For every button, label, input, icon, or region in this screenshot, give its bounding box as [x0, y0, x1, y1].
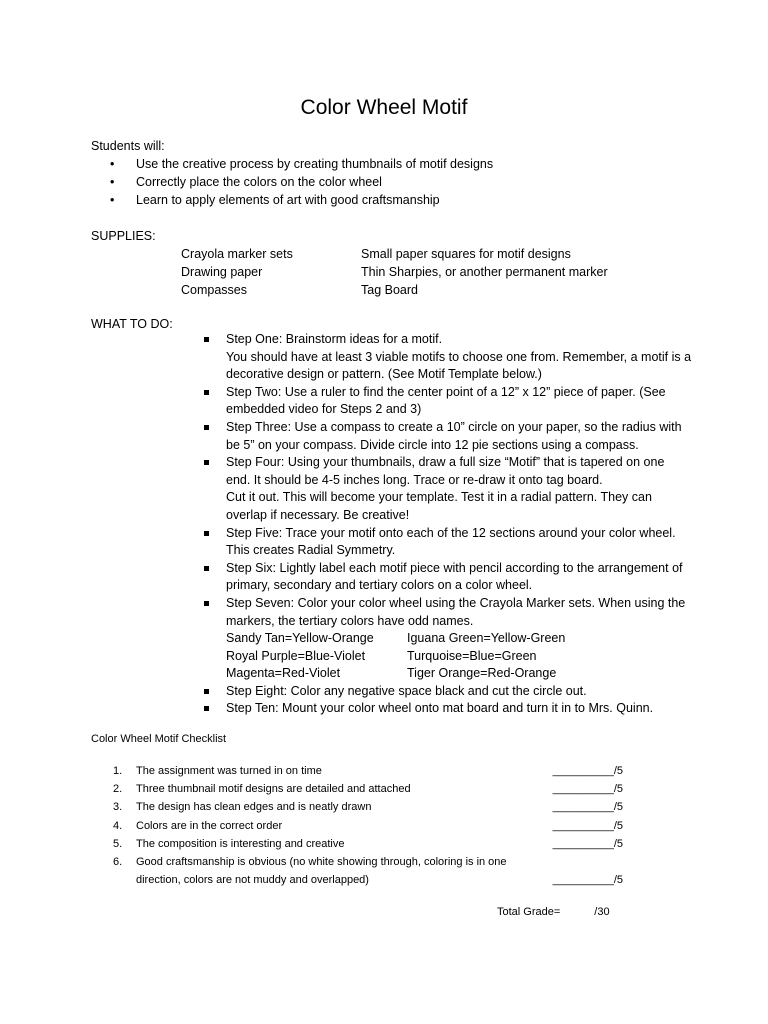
page-title: Color Wheel Motif [300, 96, 468, 119]
score-blank: __________/5 [552, 765, 623, 777]
score-blank: __________/5 [552, 874, 623, 887]
item-number: 5. [113, 837, 123, 850]
supply-item: Small paper squares for motif designs [361, 247, 571, 261]
criterion-text: Three thumbnail motif designs are detailed and attached [136, 783, 411, 796]
step-item: Step Three: Use a compass to create a 10” circle on your paper, so the radius with be 5” on your compass. Divide circle into 12 pie sections using a compass. [202, 419, 692, 454]
bullet-icon: • [110, 157, 115, 171]
score-blank: __________/5 [552, 819, 623, 832]
criterion-text: Colors are in the correct order [136, 819, 283, 832]
checklist-item [113, 835, 623, 853]
step-item: Step One: Brainstorm ideas for a motif. You should have at least 3 viable motifs to choose one from. Remember, a motif is a decorative design or pattern. (See Motif Template below.) [202, 331, 692, 384]
checklist-item [113, 780, 623, 798]
square-bullet-icon [204, 390, 209, 395]
supplies-heading: SUPPLIES: [91, 229, 156, 243]
objective-item: • Learn to apply elements of art with good craftsmanship [110, 193, 440, 207]
square-bullet-icon [204, 601, 209, 606]
checklist-item [113, 798, 623, 816]
supply-item: Thin Sharpies, or another permanent marker [361, 265, 608, 279]
step-item: Step Eight: Color any negative space black and cut the circle out. [202, 683, 692, 701]
criterion-text: The composition is interesting and creative [136, 837, 345, 850]
checklist [113, 762, 623, 889]
item-number: 2. [113, 783, 123, 796]
total-points: /30 [594, 906, 610, 918]
item-number: 6. [113, 856, 123, 869]
score-blank: __________/5 [552, 783, 623, 796]
bullet-icon: • [110, 175, 115, 189]
step-item: Step Ten: Mount your color wheel onto mat board and turn it in to Mrs. Quinn. [202, 700, 692, 718]
checklist-item [113, 853, 623, 889]
supply-item: Crayola marker sets [181, 247, 293, 261]
square-bullet-icon [204, 689, 209, 694]
score-blank: __________/5 [552, 837, 623, 850]
checklist-title: Color Wheel Motif Checklist [91, 733, 227, 745]
color-name: Turquoise=Blue=Green [407, 648, 537, 663]
objective-item: • Use the creative process by creating thumbnails of motif designs [110, 157, 494, 171]
total-label: Total Grade= [497, 906, 561, 918]
supplies-row [181, 263, 608, 281]
criterion-text: Good craftsmanship is obvious (no white showing through, coloring is in one direction, colors are not muddy and overlapped) [136, 856, 507, 887]
square-bullet-icon [204, 531, 209, 536]
color-name: Sandy Tan=Yellow-Orange [226, 631, 374, 646]
color-names-table [226, 630, 692, 683]
supply-item: Drawing paper [181, 265, 263, 279]
square-bullet-icon [204, 566, 209, 571]
objective-item: • Correctly place the colors on the color wheel [110, 175, 382, 189]
total-grade [497, 904, 610, 920]
item-number: 4. [113, 819, 123, 832]
step-item: Step Four: Using your thumbnails, draw a full size “Motif” that is tapered on one end. It should be 4-5 inches long. Trace or re-draw it onto tag board. Cut it out. This will become your template. Test it in a radial pattern. They can overlap if necessary. Be creative! [202, 454, 692, 524]
square-bullet-icon [204, 425, 209, 430]
objectives-list [110, 155, 493, 209]
supplies-row [181, 281, 608, 299]
bullet-icon: • [110, 193, 115, 207]
color-name: Iguana Green=Yellow-Green [407, 631, 566, 646]
step-item: Step Six: Lightly label each motif piece with pencil according to the arrangement of primary, secondary and tertiary colors on a color wheel. [202, 560, 692, 595]
score-blank: __________/5 [552, 801, 623, 814]
square-bullet-icon [204, 460, 209, 465]
supplies-table [181, 245, 608, 299]
square-bullet-icon [204, 337, 209, 342]
color-name: Tiger Orange=Red-Orange [407, 666, 557, 681]
item-number: 1. [113, 765, 123, 777]
supply-item: Tag Board [361, 283, 418, 297]
criterion-text: The design has clean edges and is neatly drawn [136, 801, 372, 814]
supplies-row [181, 245, 608, 263]
objectives-heading: Students will: [91, 139, 165, 153]
what-to-do-heading: WHAT TO DO: [91, 317, 173, 331]
steps-list [202, 331, 692, 718]
checklist-item [113, 817, 623, 835]
step-item: Step Seven: Color your color wheel using the Crayola Marker sets. When using the markers, the tertiary colors have odd names. Sandy Tan=Yellow-Orange Iguana Green=Yellow-Green Royal Purple=Blue-Violet Turquoise=Blue=Green Magenta=Red-Violet Tiger Orange=Red-Orange [202, 595, 692, 683]
item-number: 3. [113, 801, 123, 814]
step-item: Step Two: Use a ruler to find the center point of a 12” x 12” piece of paper. (See embedded video for Steps 2 and 3) [202, 384, 692, 419]
square-bullet-icon [204, 706, 209, 711]
color-name: Royal Purple=Blue-Violet [226, 648, 366, 663]
color-name: Magenta=Red-Violet [226, 666, 341, 681]
supply-item: Compasses [181, 283, 247, 297]
criterion-text: The assignment was turned in on time [136, 765, 322, 777]
step-item: Step Five: Trace your motif onto each of the 12 sections around your color wheel. This creates Radial Symmetry. [202, 525, 692, 560]
checklist-item [113, 762, 623, 780]
